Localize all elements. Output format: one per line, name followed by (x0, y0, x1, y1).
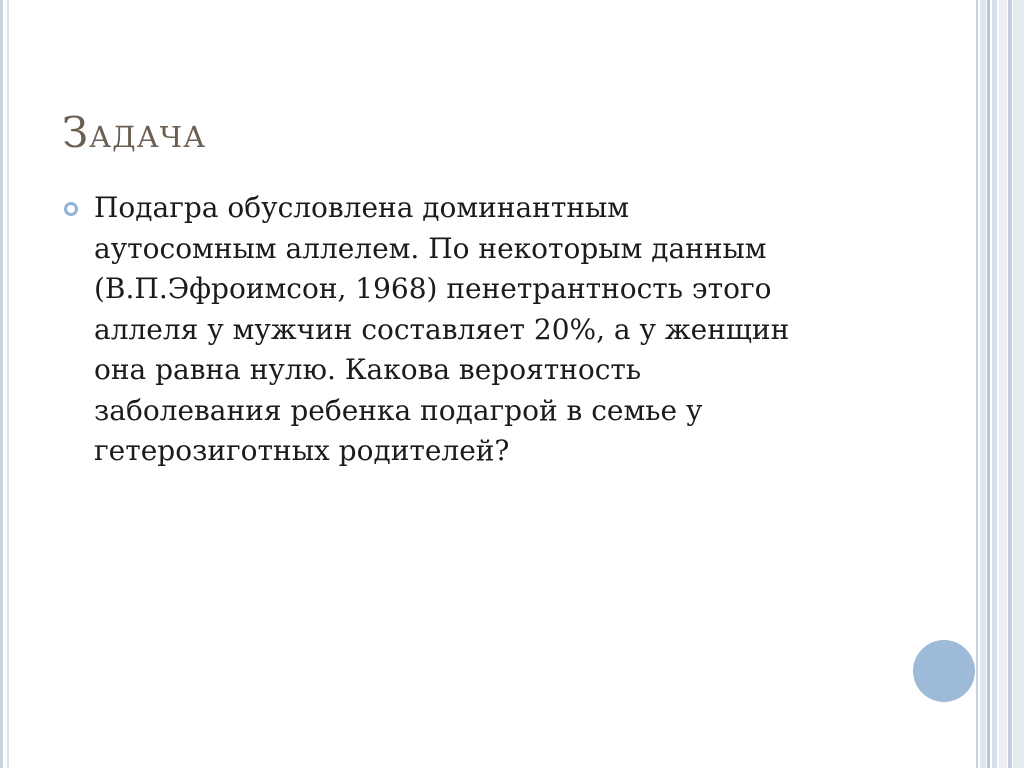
slide-title: Задача (62, 108, 207, 157)
bullet-text: Подагра обусловлена доминантным аутосомным аллелем. По некоторым данным (В.П.Эфроимсон, 1968) пенетрантность этого аллеля у мужчин составляет 20%, а у женщин она равна нулю. Какова вероятность заболевания ребенка подагрой в семье у гетерозиготных родителей? (94, 191, 790, 467)
right-decor-stripe (980, 0, 986, 768)
slide-content (62, 188, 922, 472)
right-decor-stripe (1008, 0, 1012, 768)
right-decor-stripe (992, 0, 997, 768)
right-decor-stripe (987, 0, 990, 768)
right-decor-stripe (1013, 0, 1024, 768)
bullet-circle-icon (64, 202, 78, 216)
left-frame-line (7, 0, 9, 768)
decorative-circle (913, 640, 975, 702)
left-frame-line (0, 0, 3, 768)
right-decor-stripe (976, 0, 978, 768)
right-decor-stripe (999, 0, 1007, 768)
bullet-item (62, 188, 922, 472)
